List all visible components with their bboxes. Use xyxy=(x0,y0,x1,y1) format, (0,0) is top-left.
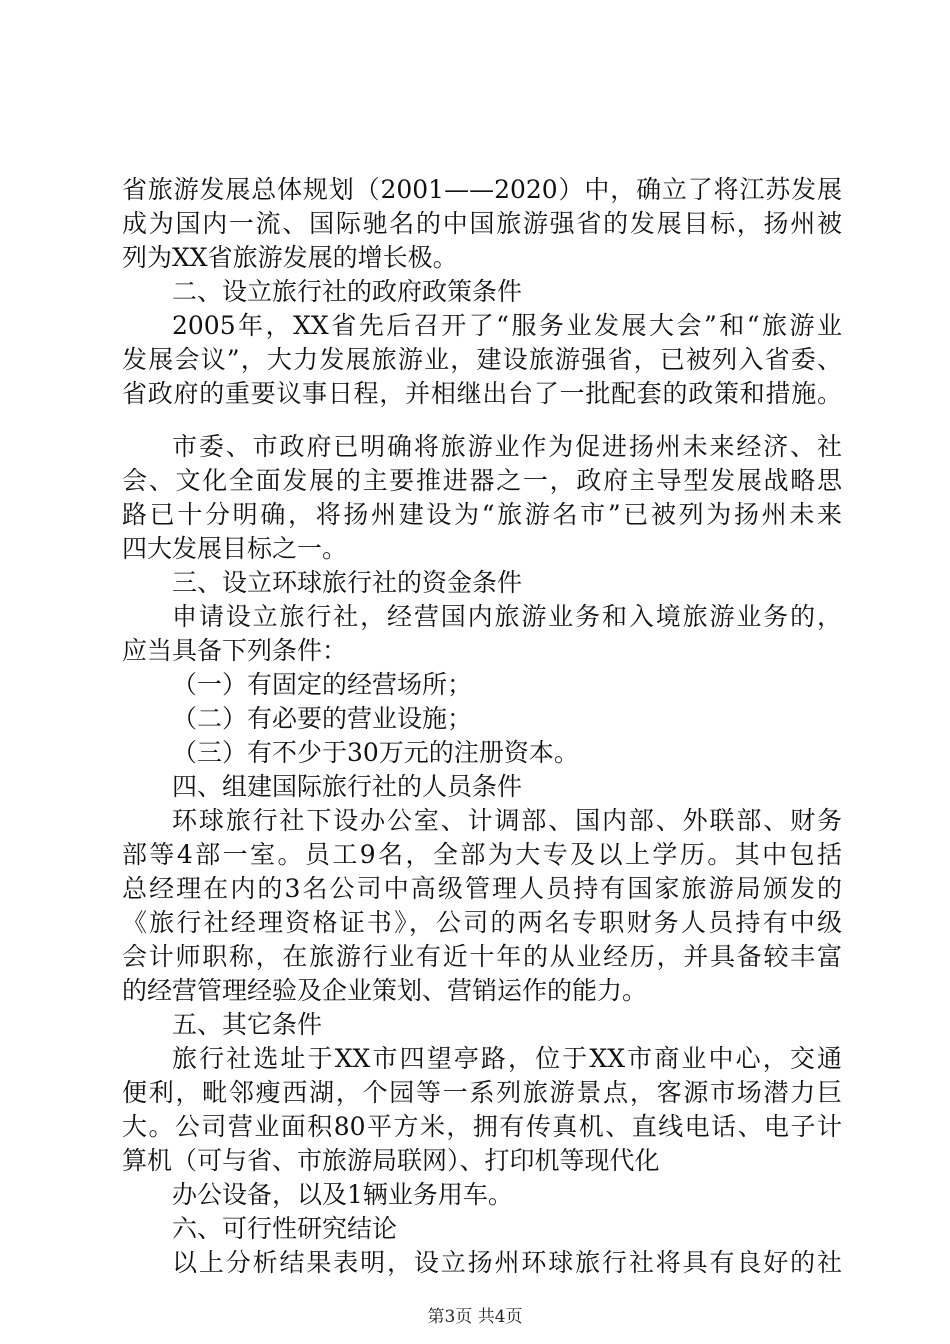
list-item: （二）有必要的营业设施； xyxy=(172,704,473,733)
text-line: 四大发展目标之一。 xyxy=(122,534,348,563)
section-heading: 四、组建国际旅行社的人员条件 xyxy=(172,772,523,801)
section-heading: 六、可行性研究结论 xyxy=(172,1214,398,1243)
list-item: （三）有不少于30万元的注册资本。 xyxy=(172,738,579,767)
text-line: 旅行社选址于XX市四望亭路，位于XX市商业中心，交通 xyxy=(172,1044,842,1073)
text-line: 环球旅行社下设办公室、计调部、国内部、外联部、财务 xyxy=(172,806,842,835)
text-line: 大。公司营业面积80平方米，拥有传真机、直线电话、电子计 xyxy=(122,1112,842,1141)
text-line: 部等4部一室。员工9名，全部为大专及以上学历。其中包括 xyxy=(122,840,842,869)
text-line: 会、文化全面发展的主要推进器之一，政府主导型发展战略思 xyxy=(122,466,842,495)
page-number-footer: 第3页 共4页 xyxy=(427,1307,523,1327)
text-line: 《旅行社经理资格证书》，公司的两名专职财务人员持有中级 xyxy=(122,908,842,937)
text-line: 会计师职称，在旅游行业有近十年的从业经历，并具备较丰富 xyxy=(122,942,842,971)
text-line: 成为国内一流、国际驰名的中国旅游强省的发展目标，扬州被 xyxy=(122,209,842,238)
text-line: 总经理在内的3名公司中高级管理人员持有国家旅游局颁发的 xyxy=(122,874,842,903)
text-line: 发展会议”，大力发展旅游业，建设旅游强省，已被列入省委、 xyxy=(122,345,842,374)
text-line: 市委、市政府已明确将旅游业作为促进扬州未来经济、社 xyxy=(172,432,842,461)
text-line: 应当具备下列条件： xyxy=(122,636,348,665)
text-line: 2005年，XX省先后召开了“服务业发展大会”和“旅游业 xyxy=(172,311,842,340)
list-item: （一）有固定的经营场所； xyxy=(172,670,473,699)
section-heading: 五、其它条件 xyxy=(172,1010,323,1039)
text-line: 申请设立旅行社，经营国内旅游业务和入境旅游业务的， xyxy=(172,602,842,631)
text-line: 列为XX省旅游发展的增长极。 xyxy=(122,243,458,272)
text-line: 省旅游发展总体规划（2001——2020）中，确立了将江苏发展 xyxy=(122,175,842,204)
text-line: 算机（可与省、市旅游局联网）、打印机等现代化 xyxy=(122,1146,660,1175)
section-heading: 二、设立旅行社的政府政策条件 xyxy=(172,277,523,306)
text-line: 省政府的重要议事日程，并相继出台了一批配套的政策和措施。 xyxy=(122,379,842,408)
text-line: 的经营管理经验及企业策划、营销运作的能力。 xyxy=(122,976,648,1005)
text-line: 便利，毗邻瘦西湖，个园等一系列旅游景点，客源市场潜力巨 xyxy=(122,1078,842,1107)
text-line: 路已十分明确，将扬州建设为“旅游名市”已被列为扬州未来 xyxy=(122,500,842,529)
text-line: 以上分析结果表明，设立扬州环球旅行社将具有良好的社 xyxy=(172,1248,842,1277)
section-heading: 三、设立环球旅行社的资金条件 xyxy=(172,568,523,597)
text-line: 办公设备，以及1辆业务用车。 xyxy=(172,1180,513,1209)
